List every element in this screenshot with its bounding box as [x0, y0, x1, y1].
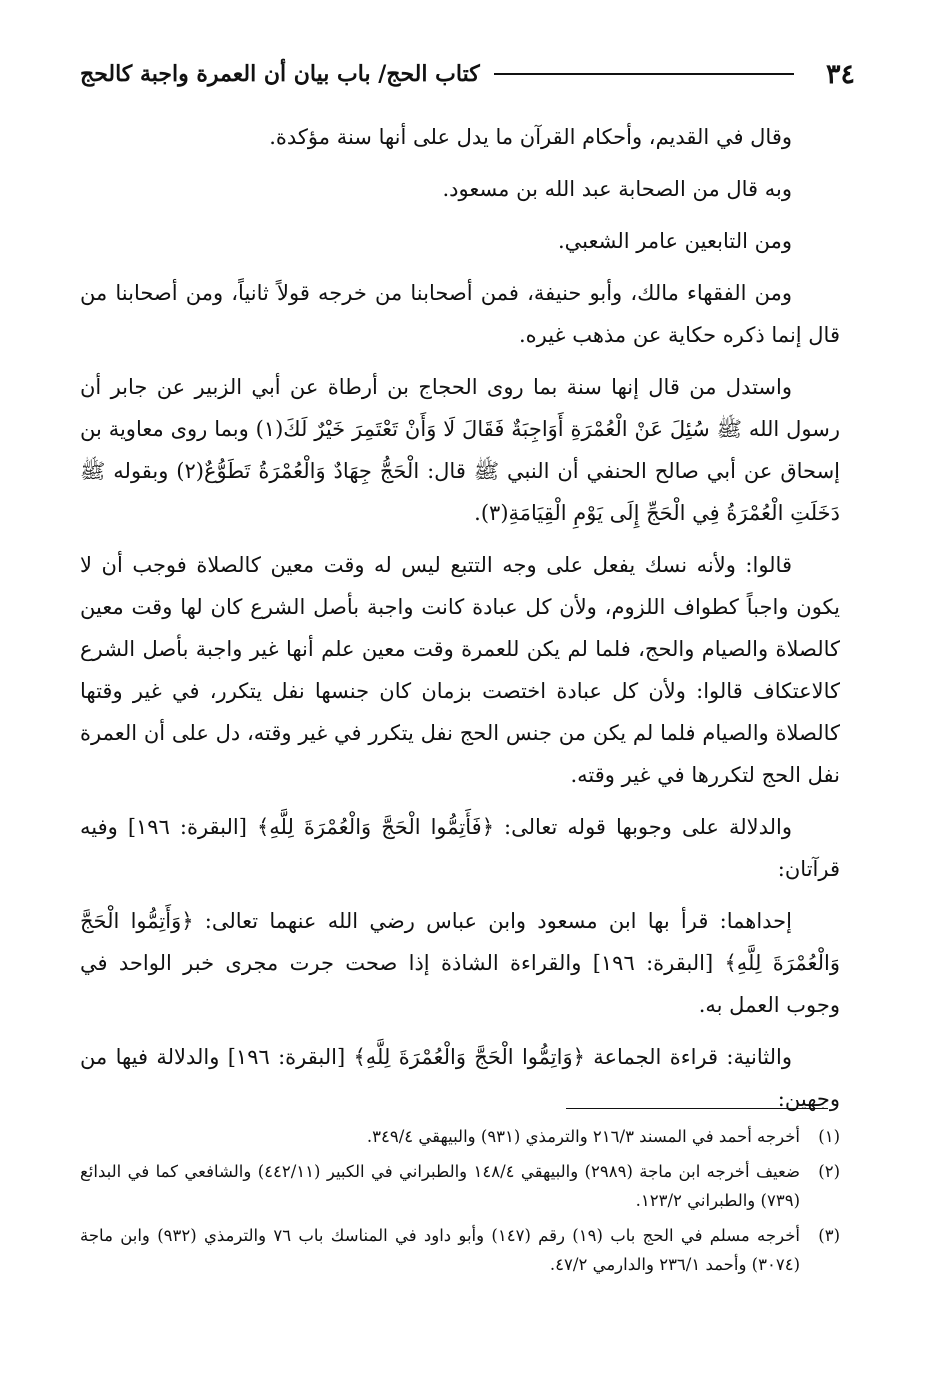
- main-text: [80, 116, 840, 1130]
- paragraph: وبه قال من الصحابة عبد الله بن مسعود.: [442, 177, 792, 201]
- footnote-number: (٢): [818, 1162, 840, 1181]
- paragraph: إحداهما: قرأ بها ابن مسعود وابن عباس رضي الله عنهما تعالى: ﴿وَأَتِمُّوا الْحَجَّ وَالْعُمْرَةَ لِلَّهِ﴾ [البقرة: ١٩٦] والقراءة الشاذة إذا صحت جرت مجرى خبر الواحد في وجوب العمل به.: [80, 909, 840, 1017]
- footnote-number: (٣): [818, 1226, 840, 1245]
- page-header: [80, 52, 855, 96]
- footnote-text: أخرجه أحمد في المسند ٢١٦/٣ والترمذي (٩٣١) والبيهقي ٣٤٩/٤.: [366, 1127, 800, 1146]
- running-title: كتاب الحج/ باب بيان أن العمرة واجبة كالحج: [80, 61, 480, 87]
- footnote-number: (١): [818, 1127, 840, 1146]
- footnote: [80, 1122, 840, 1151]
- header-rule: [494, 73, 794, 75]
- paragraph: ومن الفقهاء مالك، وأبو حنيفة، فمن أصحابنا من خرجه قولاً ثانياً، ومن أصحابنا من قال إنما ذكره حكاية عن مذهب غيره.: [80, 281, 840, 347]
- paragraph: قالوا: ولأنه نسك يفعل على وجه التتبع ليس له وقت معين كالصلاة فوجب أن لا يكون واجباً كطواف اللزوم، ولأن كل عبادة كانت واجبة بأصل الشرع كان لها وقت معين كالصلاة والصيام والحج، فلما لم يكن للعمرة وقت معين علم أنها غير واجبة بأصل الشرع كالاعتكاف قالوا: ولأن كل عبادة اختصت بزمان كان جنسها نفل يتكرر، في غير وقتها كالصلاة والصيام فلما لم يكن من جنس الحج نفل يتكرر في غير وقته، دل على أن العمرة نفل الحج لتكررها في غير وقته.: [80, 553, 840, 787]
- paragraph: واستدل من قال إنها سنة بما روى الحجاج بن أرطاة عن أبي الزبير عن جابر أن رسول الله ﷺ سُئِلَ عَنْ الْعُمْرَةِ أَوَاجِبَةٌ فَقَالَ لَا وَأَنْ تَعْتَمِرَ خَيْرٌ لَكَ(١) وبما روى معاوية بن إسحاق عن أبي صالح الحنفي أن النبي ﷺ قال: الْحَجُّ جِهَادٌ وَالْعُمْرَةُ تَطَوُّعٌ(٢) وبقوله ﷺ دَخَلَتِ الْعُمْرَةُ فِي الْحَجِّ إِلَى يَوْمِ الْقِيَامَةِ(٣).: [80, 375, 841, 525]
- footnote-separator: [566, 1108, 828, 1109]
- footnotes: [80, 1122, 840, 1285]
- paragraph: وقال في القديم، وأحكام القرآن ما يدل على أنها سنة مؤكدة.: [269, 125, 792, 149]
- paragraph: ومن التابعين عامر الشعبي.: [557, 229, 792, 253]
- footnote-text: ضعيف أخرجه ابن ماجة (٢٩٨٩) والبيهقي ١٤٨/٤ والطبراني في الكبير (٤٤٢/١١) والشافعي كما في البدائع (٧٣٩) والطبراني ١٢٣/٢.: [80, 1162, 800, 1210]
- footnote: [80, 1157, 840, 1215]
- paragraph: والدلالة على وجوبها قوله تعالى: ﴿فَأَتِمُّوا الْحَجَّ وَالْعُمْرَةَ لِلَّهِ﴾ [البقرة: ١٩٦] وفيه قرآتان:: [80, 815, 840, 881]
- paragraph: والثانية: قراءة الجماعة ﴿وَاتِمُّوا الْحَجَّ وَالْعُمْرَةَ لِلَّهِ﴾ [البقرة: ١٩٦] والدلالة فيها من وجهين:: [80, 1045, 840, 1111]
- page-number: ٣٤: [825, 58, 855, 90]
- footnote: [80, 1221, 840, 1279]
- footnote-text: أخرجه مسلم في الحج باب (١٩) رقم (١٤٧) وأبو داود في المناسك باب ٧٦ والترمذي (٩٣٢) وابن ماجة (٣٠٧٤) وأحمد ٢٣٦/١ والدارمي ٤٧/٢.: [80, 1226, 800, 1274]
